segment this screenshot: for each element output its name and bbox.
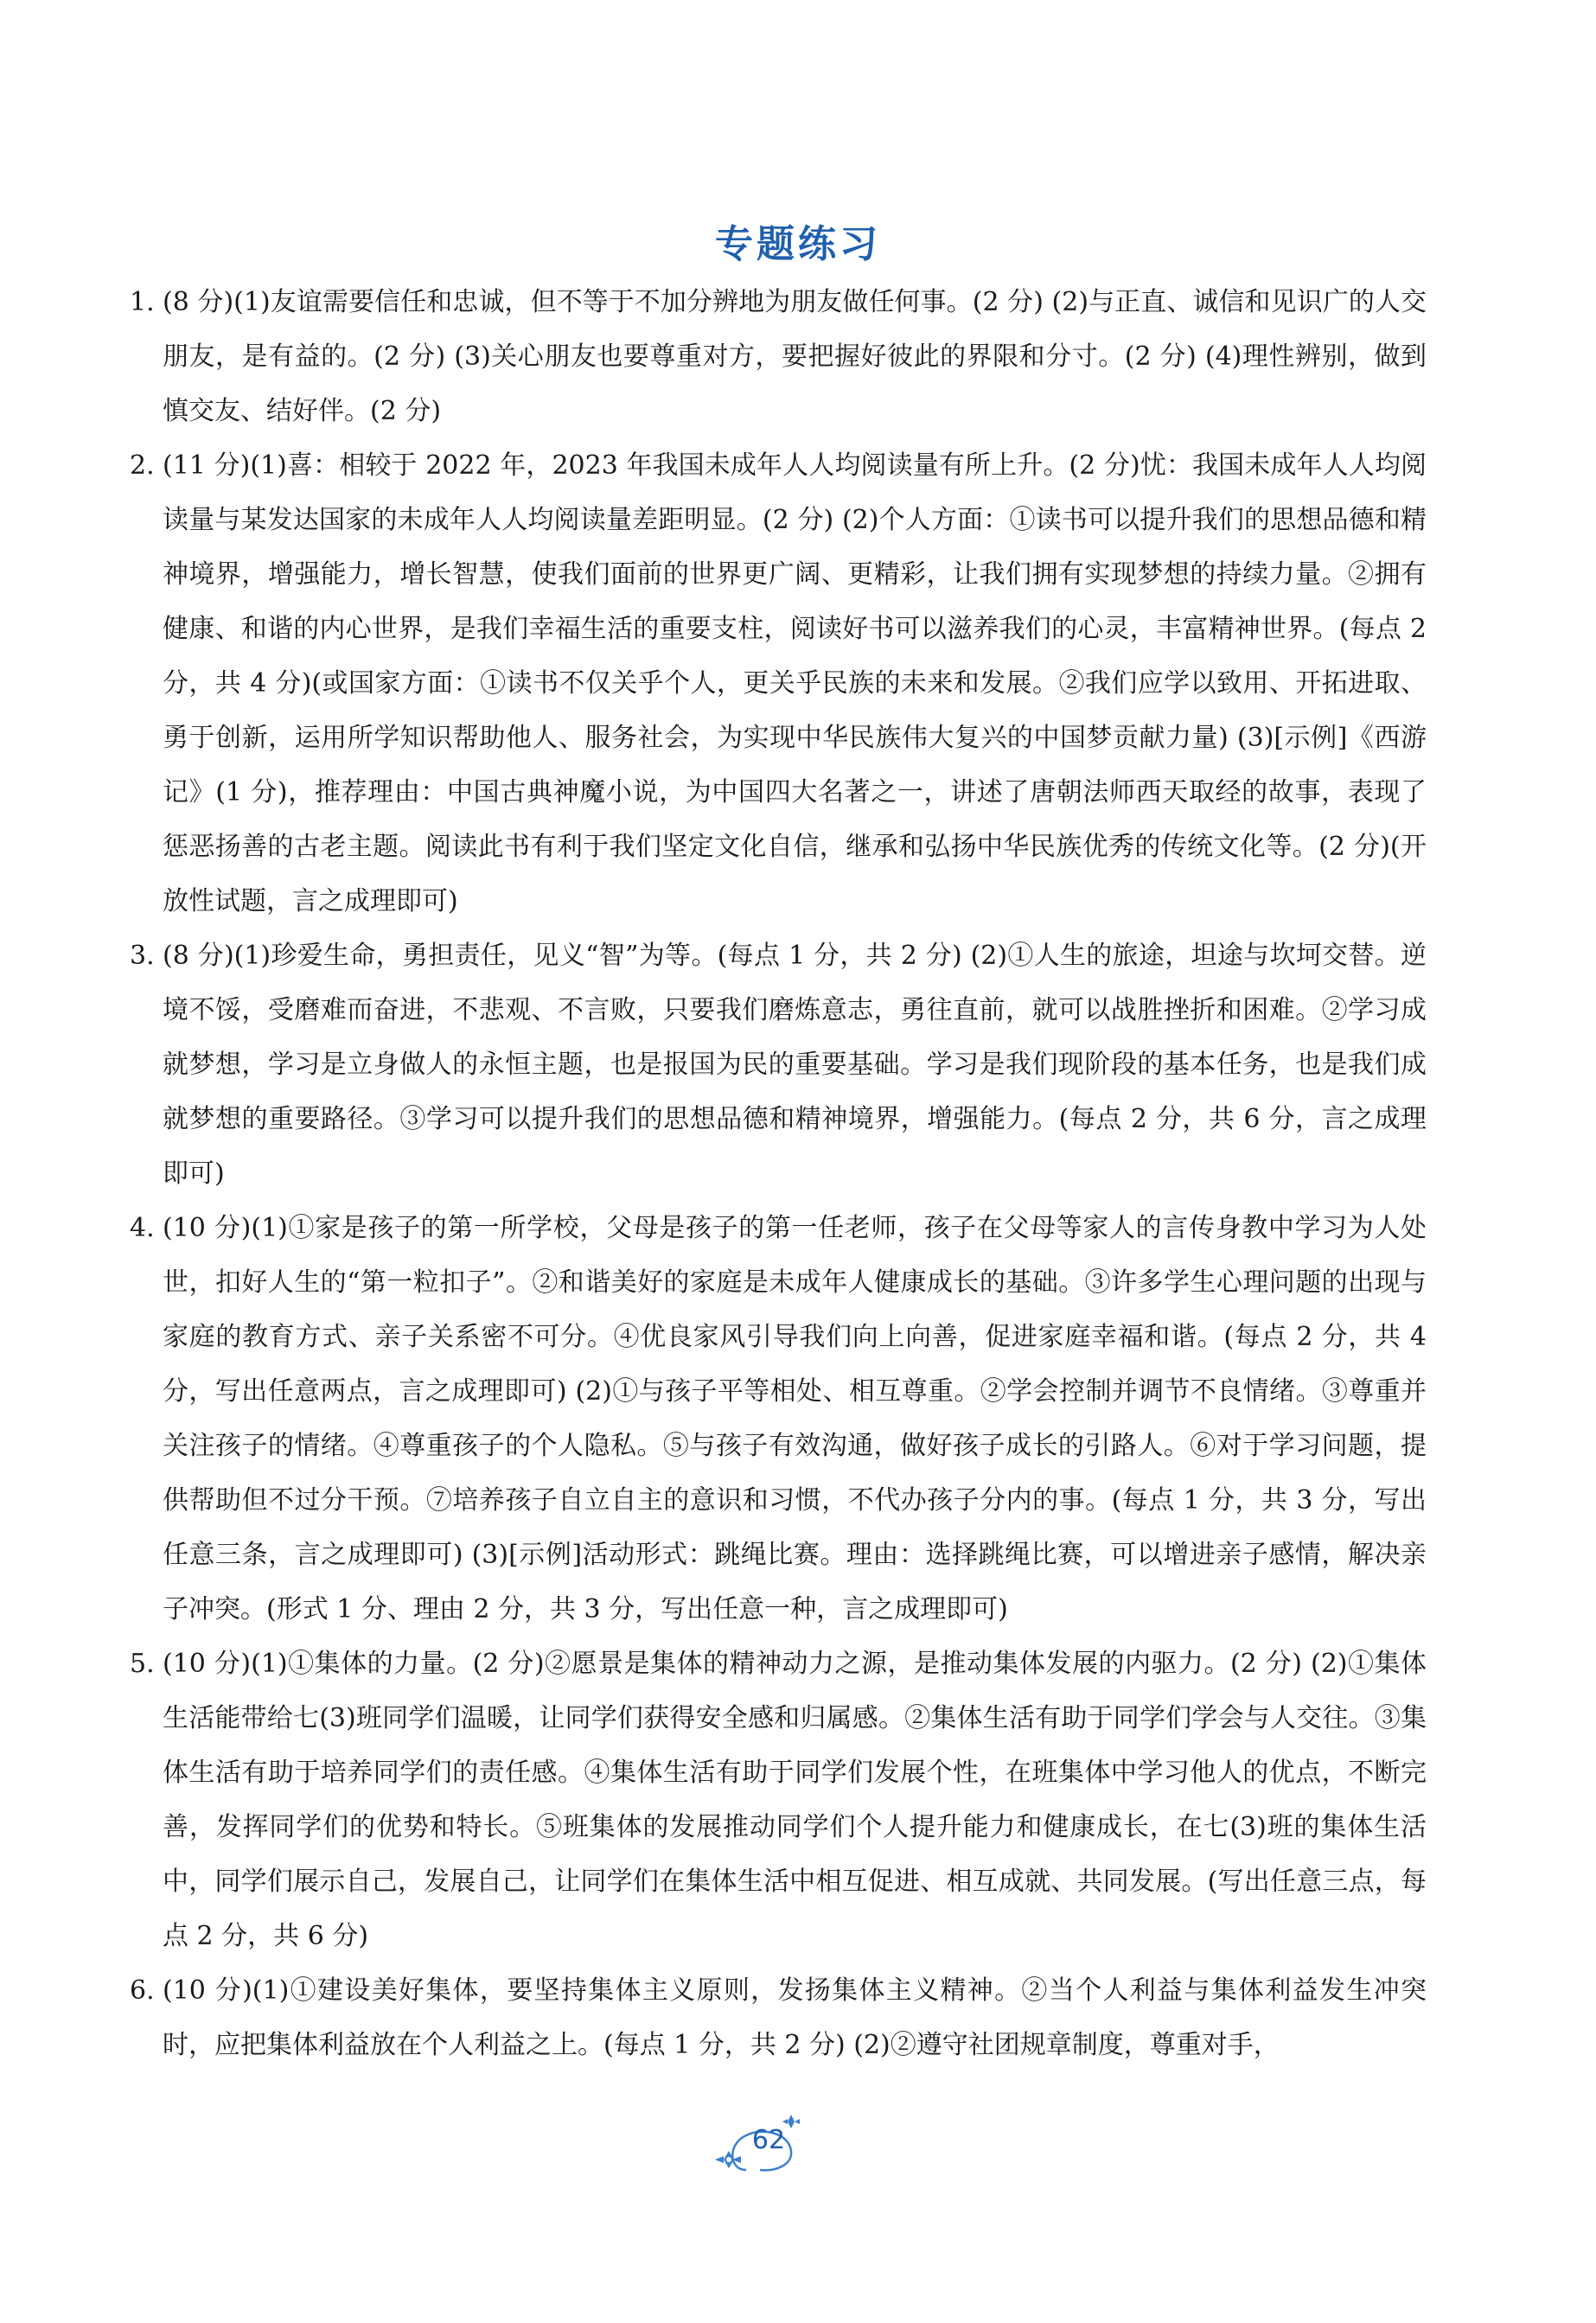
page-number-badge: [712, 2109, 807, 2179]
answer-list: [130, 275, 1427, 2072]
item-number: 1.: [130, 287, 155, 317]
page-number: 62: [751, 2125, 786, 2155]
answer-item-2: [130, 438, 1427, 929]
item-number: 4.: [130, 1213, 155, 1243]
item-number: 2.: [130, 450, 155, 481]
answer-item-5: [130, 1637, 1427, 1963]
answer-item-1: [130, 275, 1427, 438]
item-text: (10 分)(1)①家是孩子的第一所学校，父母是孩子的第一任老师，孩子在父母等家人的言传身教中学习为人处世，扣好人生的“第一粒扣子”。②和谐美好的家庭是未成年人健康成长的基础。③许多学生心理问题的出现与家庭的教育方式、亲子关系密不可分。④优良家风引导我们向上向善，促进家庭幸福和谐。(每点 2 分，共 4 分，写出任意两点，言之成理即可) (2)①与孩子平等相处、相互尊重。②学会控制并调节不良情绪。③尊重并关注孩子的情绪。④尊重孩子的个人隐私。⑤与孩子有效沟通，做好孩子成长的引路人。⑥对于学习问题，提供帮助但不过分干预。⑦培养孩子自立自主的意识和习惯，不代办孩子分内的事。(每点 1 分，共 3 分，写出任意三条，言之成理即可) (3)[示例]活动形式：跳绳比赛。理由：选择跳绳比赛，可以增进亲子感情，解决亲子冲突。(形式 1 分、理由 2 分，共 3 分，写出任意一种，言之成理即可): [163, 1213, 1427, 1624]
item-number: 6.: [130, 1975, 155, 2006]
item-text: (11 分)(1)喜：相较于 2022 年，2023 年我国未成年人人均阅读量有所上升。(2 分)忧：我国未成年人人均阅读量与某发达国家的未成年人人均阅读量差距明显。(2 分) (2)个人方面：①读书可以提升我们的思想品德和精神境界，增强能力，增长智慧，使我们面前的世界更广阔、更精彩，让我们拥有实现梦想的持续力量。②拥有健康、和谐的内心世界，是我们幸福生活的重要支柱，阅读好书可以滋养我们的心灵，丰富精神世界。(每点 2 分，共 4 分)(或国家方面：①读书不仅关乎个人，更关乎民族的未来和发展。②我们应学以致用、开拓进取、勇于创新，运用所学知识帮助他人、服务社会，为实现中华民族伟大复兴的中国梦贡献力量) (3)[示例]《西游记》(1 分)，推荐理由：中国古典神魔小说，为中国四大名著之一，讲述了唐朝法师西天取经的故事，表现了惩恶扬善的古老主题。阅读此书有利于我们坚定文化自信，继承和弘扬中华民族优秀的传统文化等。(2 分)(开放性试题，言之成理即可): [163, 450, 1427, 916]
item-text: (10 分)(1)①建设美好集体，要坚持集体主义原则，发扬集体主义精神。②当个人利益与集体利益发生冲突时，应把集体利益放在个人利益之上。(每点 1 分，共 2 分) (2)②遵守社团规章制度，尊重对手，: [163, 1975, 1427, 2060]
answer-item-4: [130, 1201, 1427, 1637]
answer-item-6: [130, 1963, 1427, 2072]
answer-item-3: [130, 929, 1427, 1201]
item-text: (8 分)(1)友谊需要信任和忠诚，但不等于不加分辨地为朋友做任何事。(2 分) (2)与正直、诚信和见识广的人交朋友，是有益的。(2 分) (3)关心朋友也要尊重对方，要把握好彼此的界限和分寸。(2 分) (4)理性辨别，做到慎交友、结好伴。(2 分): [163, 287, 1427, 426]
item-text: (10 分)(1)①集体的力量。(2 分)②愿景是集体的精神动力之源，是推动集体发展的内驱力。(2 分) (2)①集体生活能带给七(3)班同学们温暖，让同学们获得安全感和归属感。②集体生活有助于同学们学会与人交往。③集体生活有助于培养同学们的责任感。④集体生活有助于同学们发展个性，在班集体中学习他人的优点，不断完善，发挥同学们的优势和特长。⑤班集体的发展推动同学们个人提升能力和健康成长，在七(3)班的集体生活中，同学们展示自己，发展自己，让同学们在集体生活中相互促进、相互成就、共同发展。(写出任意三点，每点 2 分，共 6 分): [163, 1649, 1427, 1951]
item-number: 5.: [130, 1649, 155, 1679]
item-number: 3.: [130, 941, 155, 971]
page-title: 专题练习: [715, 222, 881, 266]
item-text: (8 分)(1)珍爱生命，勇担责任，见义“智”为等。(每点 1 分，共 2 分) (2)①人生的旅途，坦途与坎坷交替。逆境不馁，受磨难而奋进，不悲观、不言败，只要我们磨炼意志，勇往直前，就可以战胜挫折和困难。②学习成就梦想，学习是立身做人的永恒主题，也是报国为民的重要基础。学习是我们现阶段的基本任务，也是我们成就梦想的重要路径。③学习可以提升我们的思想品德和精神境界，增强能力。(每点 2 分，共 6 分，言之成理即可): [163, 941, 1427, 1189]
